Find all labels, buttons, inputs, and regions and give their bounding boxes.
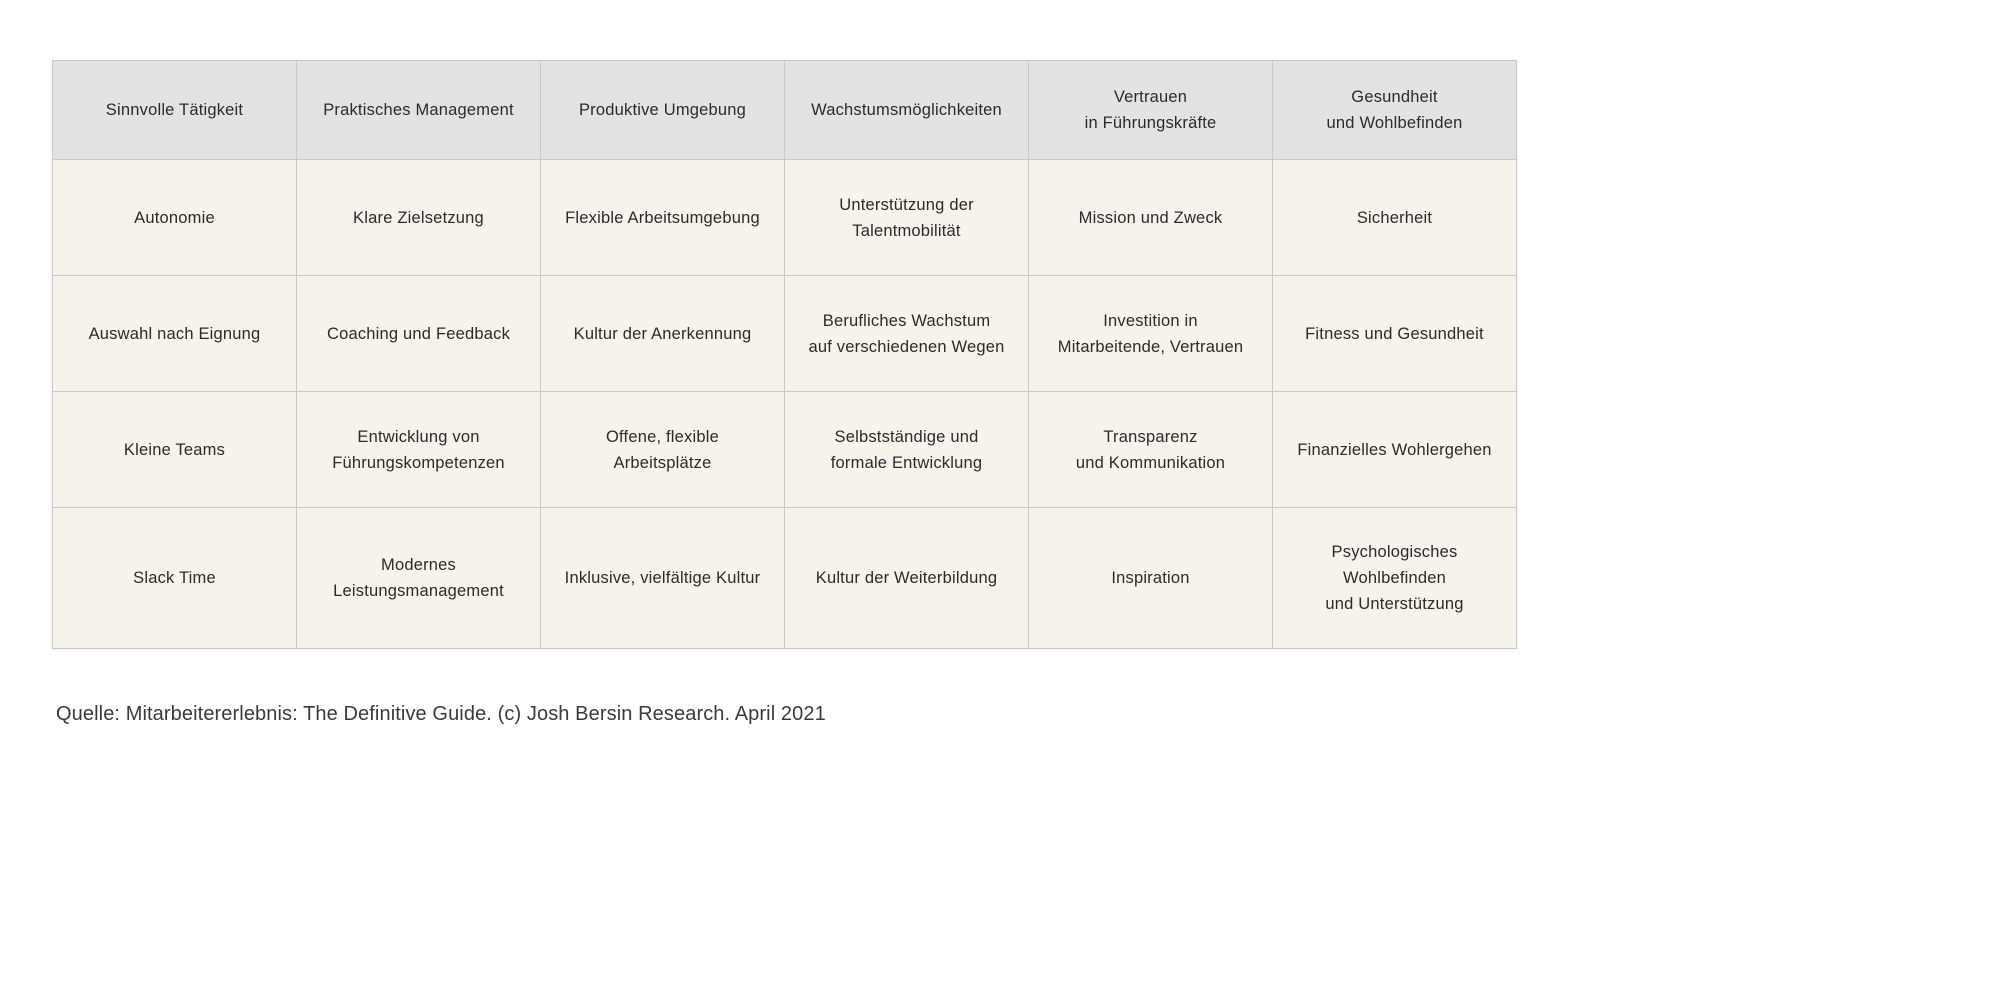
column-header-wachstumsmoeglichkeiten: Wachstumsmöglichkeiten	[785, 61, 1029, 160]
table-cell: Inspiration	[1029, 508, 1273, 649]
source-caption: Quelle: Mitarbeitererlebnis: The Definitive Guide. (c) Josh Bersin Research. April 2021	[56, 703, 826, 725]
table-cell: Mission und Zweck	[1029, 160, 1273, 276]
column-header-praktisches-management: Praktisches Management	[297, 61, 541, 160]
table-cell: Entwicklung von Führungskompetenzen	[297, 392, 541, 508]
table-cell: Selbstständige und formale Entwicklung	[785, 392, 1029, 508]
table-cell: Coaching und Feedback	[297, 276, 541, 392]
column-header-produktive-umgebung: Produktive Umgebung	[541, 61, 785, 160]
table-cell: Fitness und Gesundheit	[1273, 276, 1517, 392]
table-cell: Slack Time	[53, 508, 297, 649]
table-cell: Unterstützung der Talentmobilität	[785, 160, 1029, 276]
table-row	[53, 276, 1517, 392]
table-cell: Psychologisches Wohlbefinden und Unterstützung	[1273, 508, 1517, 649]
table-cell: Auswahl nach Eignung	[53, 276, 297, 392]
table-cell: Kultur der Weiterbildung	[785, 508, 1029, 649]
table-cell: Autonomie	[53, 160, 297, 276]
table-cell: Investition in Mitarbeitende, Vertrauen	[1029, 276, 1273, 392]
column-header-vertrauen-fuehrungskraefte: Vertrauen in Führungskräfte	[1029, 61, 1273, 160]
table-cell: Sicherheit	[1273, 160, 1517, 276]
table-cell: Inklusive, vielfältige Kultur	[541, 508, 785, 649]
table-cell: Flexible Arbeitsumgebung	[541, 160, 785, 276]
table-cell: Berufliches Wachstum auf verschiedenen Wegen	[785, 276, 1029, 392]
table-cell: Klare Zielsetzung	[297, 160, 541, 276]
column-header-sinnvolle-taetigkeit: Sinnvolle Tätigkeit	[53, 61, 297, 160]
table-row	[53, 160, 1517, 276]
table-cell: Transparenz und Kommunikation	[1029, 392, 1273, 508]
column-header-gesundheit-wohlbefinden: Gesundheit und Wohlbefinden	[1273, 61, 1517, 160]
employee-experience-table	[52, 60, 1517, 649]
table-cell: Modernes Leistungsmanagement	[297, 508, 541, 649]
table-row	[53, 392, 1517, 508]
table-cell: Kleine Teams	[53, 392, 297, 508]
table-cell: Offene, flexible Arbeitsplätze	[541, 392, 785, 508]
table-cell: Finanzielles Wohlergehen	[1273, 392, 1517, 508]
table-cell: Kultur der Anerkennung	[541, 276, 785, 392]
table-row	[53, 508, 1517, 649]
table-header-row	[53, 61, 1517, 160]
